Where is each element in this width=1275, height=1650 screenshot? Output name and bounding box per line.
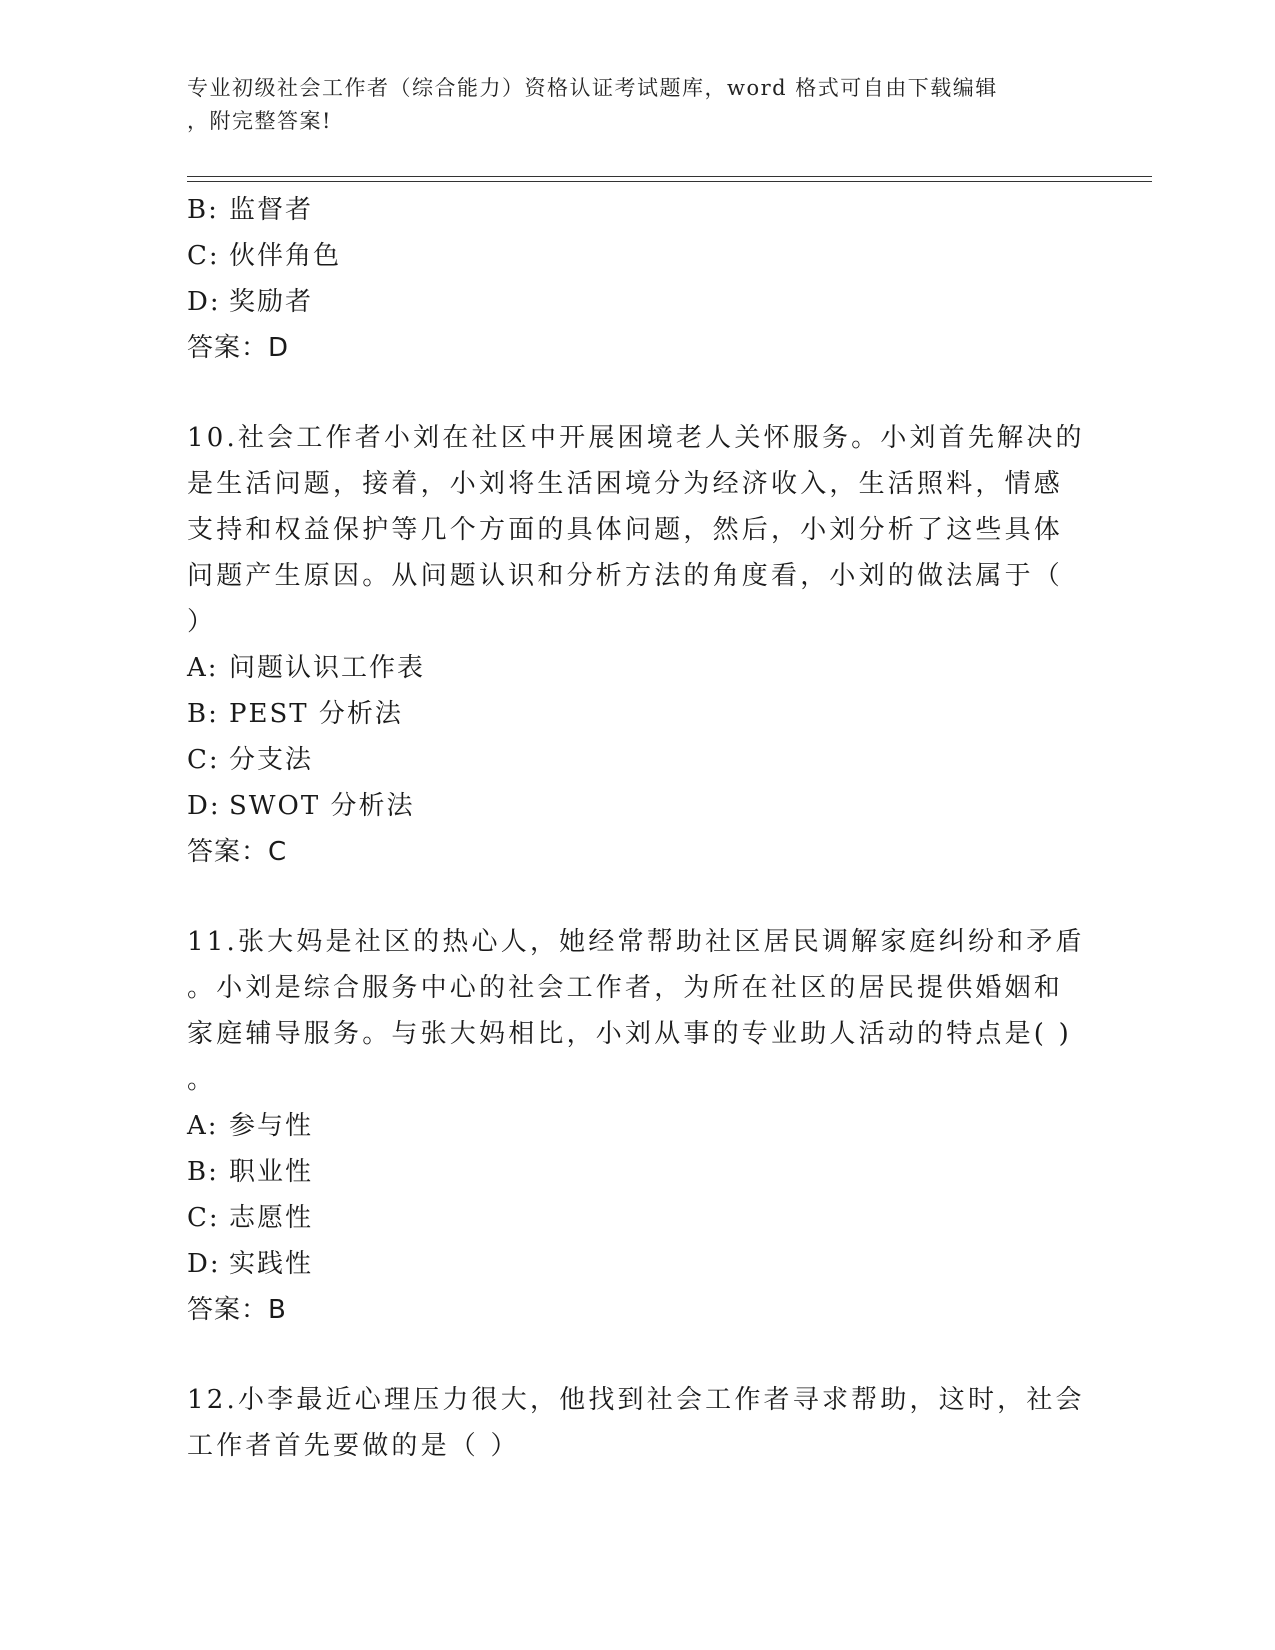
stem-line: 工作者首先要做的是（ ） [187, 1431, 520, 1461]
spacer [187, 1333, 1107, 1377]
option-text: PEST 分析法 [229, 699, 403, 729]
question-9-options [187, 187, 1107, 325]
stem-line: 家庭辅导服务。与张大妈相比，小刘从事的专业助人活动的特点是( ) [187, 1019, 1072, 1049]
option-text: 监督者 [229, 195, 314, 225]
question-10-answer: 答案：C [187, 837, 288, 867]
option-label: A: [187, 1111, 219, 1141]
header-divider-top [187, 176, 1152, 177]
stem-line: ） [187, 607, 217, 637]
stem-line: 问题产生原因。从问题认识和分析方法的角度看，小刘的做法属于（ [187, 561, 1064, 591]
stem-line: 11.张大妈是社区的热心人，她经常帮助社区居民调解家庭纠纷和矛盾 [187, 927, 1085, 957]
question-10-stem [187, 415, 1085, 645]
option-label: D: [187, 287, 221, 317]
option-b [187, 1149, 1107, 1195]
option-label: A: [187, 653, 219, 683]
spacer [187, 875, 1107, 919]
stem-line: 支持和权益保护等几个方面的具体问题，然后，小刘分析了这些具体 [187, 515, 1064, 545]
question-12-stem [187, 1377, 1085, 1469]
option-label: D: [187, 791, 221, 821]
stem-line: 10.社会工作者小刘在社区中开展困境老人关怀服务。小刘首先解决的 [187, 423, 1085, 453]
option-d [187, 783, 1107, 829]
stem-line: 是生活问题，接着，小刘将生活困境分为经济收入，生活照料，情感 [187, 469, 1064, 499]
option-label: B: [187, 195, 219, 225]
option-b [187, 691, 1107, 737]
question-11-answer: 答案：B [187, 1295, 287, 1325]
option-a [187, 645, 1107, 691]
spacer [187, 371, 1107, 415]
option-c [187, 1195, 1107, 1241]
question-11-stem [187, 919, 1085, 1103]
question-9-answer: 答案：D [187, 333, 290, 363]
option-text: 参与性 [229, 1111, 314, 1141]
option-d [187, 279, 1107, 325]
stem-line: 。小刘是综合服务中心的社会工作者，为所在社区的居民提供婚姻和 [187, 973, 1064, 1003]
option-text: 伙伴角色 [229, 241, 342, 271]
option-text: 问题认识工作表 [229, 653, 426, 683]
option-label: D: [187, 1249, 221, 1279]
option-label: C: [187, 1203, 220, 1233]
question-content [187, 187, 1107, 1469]
option-c [187, 737, 1107, 783]
option-text: 奖励者 [229, 287, 314, 317]
option-d [187, 1241, 1107, 1287]
question-10-options [187, 645, 1107, 829]
question-11-options [187, 1103, 1107, 1287]
option-b [187, 187, 1107, 233]
option-text: 志愿性 [229, 1203, 314, 1233]
option-label: B: [187, 1157, 219, 1187]
option-text: 分支法 [229, 745, 314, 775]
option-label: B: [187, 699, 219, 729]
option-label: C: [187, 241, 220, 271]
header-title-line2: ，附完整答案! [187, 109, 332, 133]
option-a [187, 1103, 1107, 1149]
option-label: C: [187, 745, 220, 775]
option-text: SWOT 分析法 [229, 791, 415, 821]
option-c [187, 233, 1107, 279]
stem-line: 12.小李最近心理压力很大，他找到社会工作者寻求帮助，这时，社会 [187, 1385, 1085, 1415]
option-text: 职业性 [229, 1157, 314, 1187]
stem-line: 。 [187, 1065, 217, 1095]
page-header [187, 72, 1067, 138]
option-text: 实践性 [229, 1249, 314, 1279]
header-title-line1: 专业初级社会工作者（综合能力）资格认证考试题库，word 格式可自由下载编辑 [187, 76, 998, 100]
header-divider-bottom [187, 181, 1152, 182]
